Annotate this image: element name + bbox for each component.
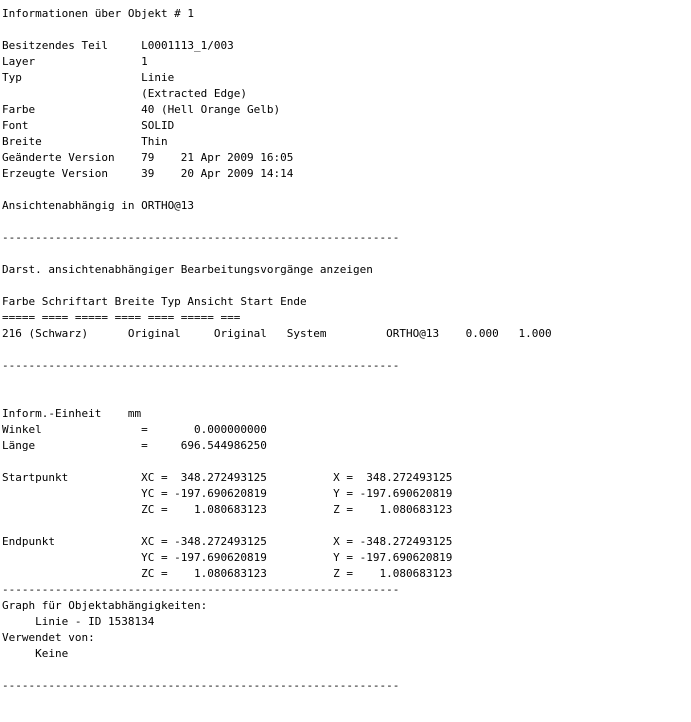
report-line: Farbe 40 (Hell Orange Gelb) xyxy=(2,103,281,116)
report-line xyxy=(2,182,691,198)
report-line: Inform.-Einheit mm xyxy=(2,407,142,420)
report-line: ZC = 1.080683123 Z = 1.080683123 xyxy=(2,567,453,580)
report-line: ------------------------------------------------------------ xyxy=(2,359,400,372)
report-line: Informationen über Objekt # 1 xyxy=(2,7,195,20)
report-line: ------------------------------------------------------------ xyxy=(2,679,400,692)
report-line: (Extracted Edge) xyxy=(2,87,248,100)
report-line xyxy=(2,214,691,230)
report-line: Besitzendes Teil L0001113_1/003 xyxy=(2,39,234,52)
report-line: 216 (Schwarz) Original Original System ORTHO@13 0.000 1.000 xyxy=(2,327,552,340)
report-line xyxy=(2,278,691,294)
report-line xyxy=(2,518,691,534)
report-line: ------------------------------------------------------------ xyxy=(2,583,400,596)
report-line: YC = -197.690620819 Y = -197.690620819 xyxy=(2,551,453,564)
report-line: ------------------------------------------------------------ xyxy=(2,231,400,244)
report-line xyxy=(2,662,691,678)
report-line xyxy=(2,342,691,358)
report-line: Darst. ansichtenabhängiger Bearbeitungsvorgänge anzeigen xyxy=(2,263,373,276)
report-line: Ansichtenabhängig in ORTHO@13 xyxy=(2,199,195,212)
report-line: Erzeugte Version 39 20 Apr 2009 14:14 xyxy=(2,167,294,180)
report-line: Endpunkt XC = -348.272493125 X = -348.272493125 xyxy=(2,535,453,548)
report-line: ===== ==== ===== ==== ==== ===== === xyxy=(2,311,241,324)
report-line: Winkel = 0.000000000 xyxy=(2,423,267,436)
report-line: ZC = 1.080683123 Z = 1.080683123 xyxy=(2,503,453,516)
report-line: Verwendet von: xyxy=(2,631,95,644)
report-line: Typ Linie xyxy=(2,71,175,84)
report-line: Layer 1 xyxy=(2,55,148,68)
report-line: Keine xyxy=(2,647,69,660)
report-line: Font SOLID xyxy=(2,119,175,132)
report-line: Geänderte Version 79 21 Apr 2009 16:05 xyxy=(2,151,294,164)
report-line xyxy=(2,22,691,38)
report-line xyxy=(2,374,691,390)
report-line xyxy=(2,454,691,470)
report-line: Farbe Schriftart Breite Typ Ansicht Start Ende xyxy=(2,295,307,308)
report-line: Startpunkt XC = 348.272493125 X = 348.272493125 xyxy=(2,471,453,484)
report-line xyxy=(2,390,691,406)
report-line: Graph für Objektabhängigkeiten: xyxy=(2,599,208,612)
report-line: Breite Thin xyxy=(2,135,168,148)
report-line xyxy=(2,246,691,262)
report-line: YC = -197.690620819 Y = -197.690620819 xyxy=(2,487,453,500)
report-line: Länge = 696.544986250 xyxy=(2,439,267,452)
report-line: Linie - ID 1538134 xyxy=(2,615,155,628)
